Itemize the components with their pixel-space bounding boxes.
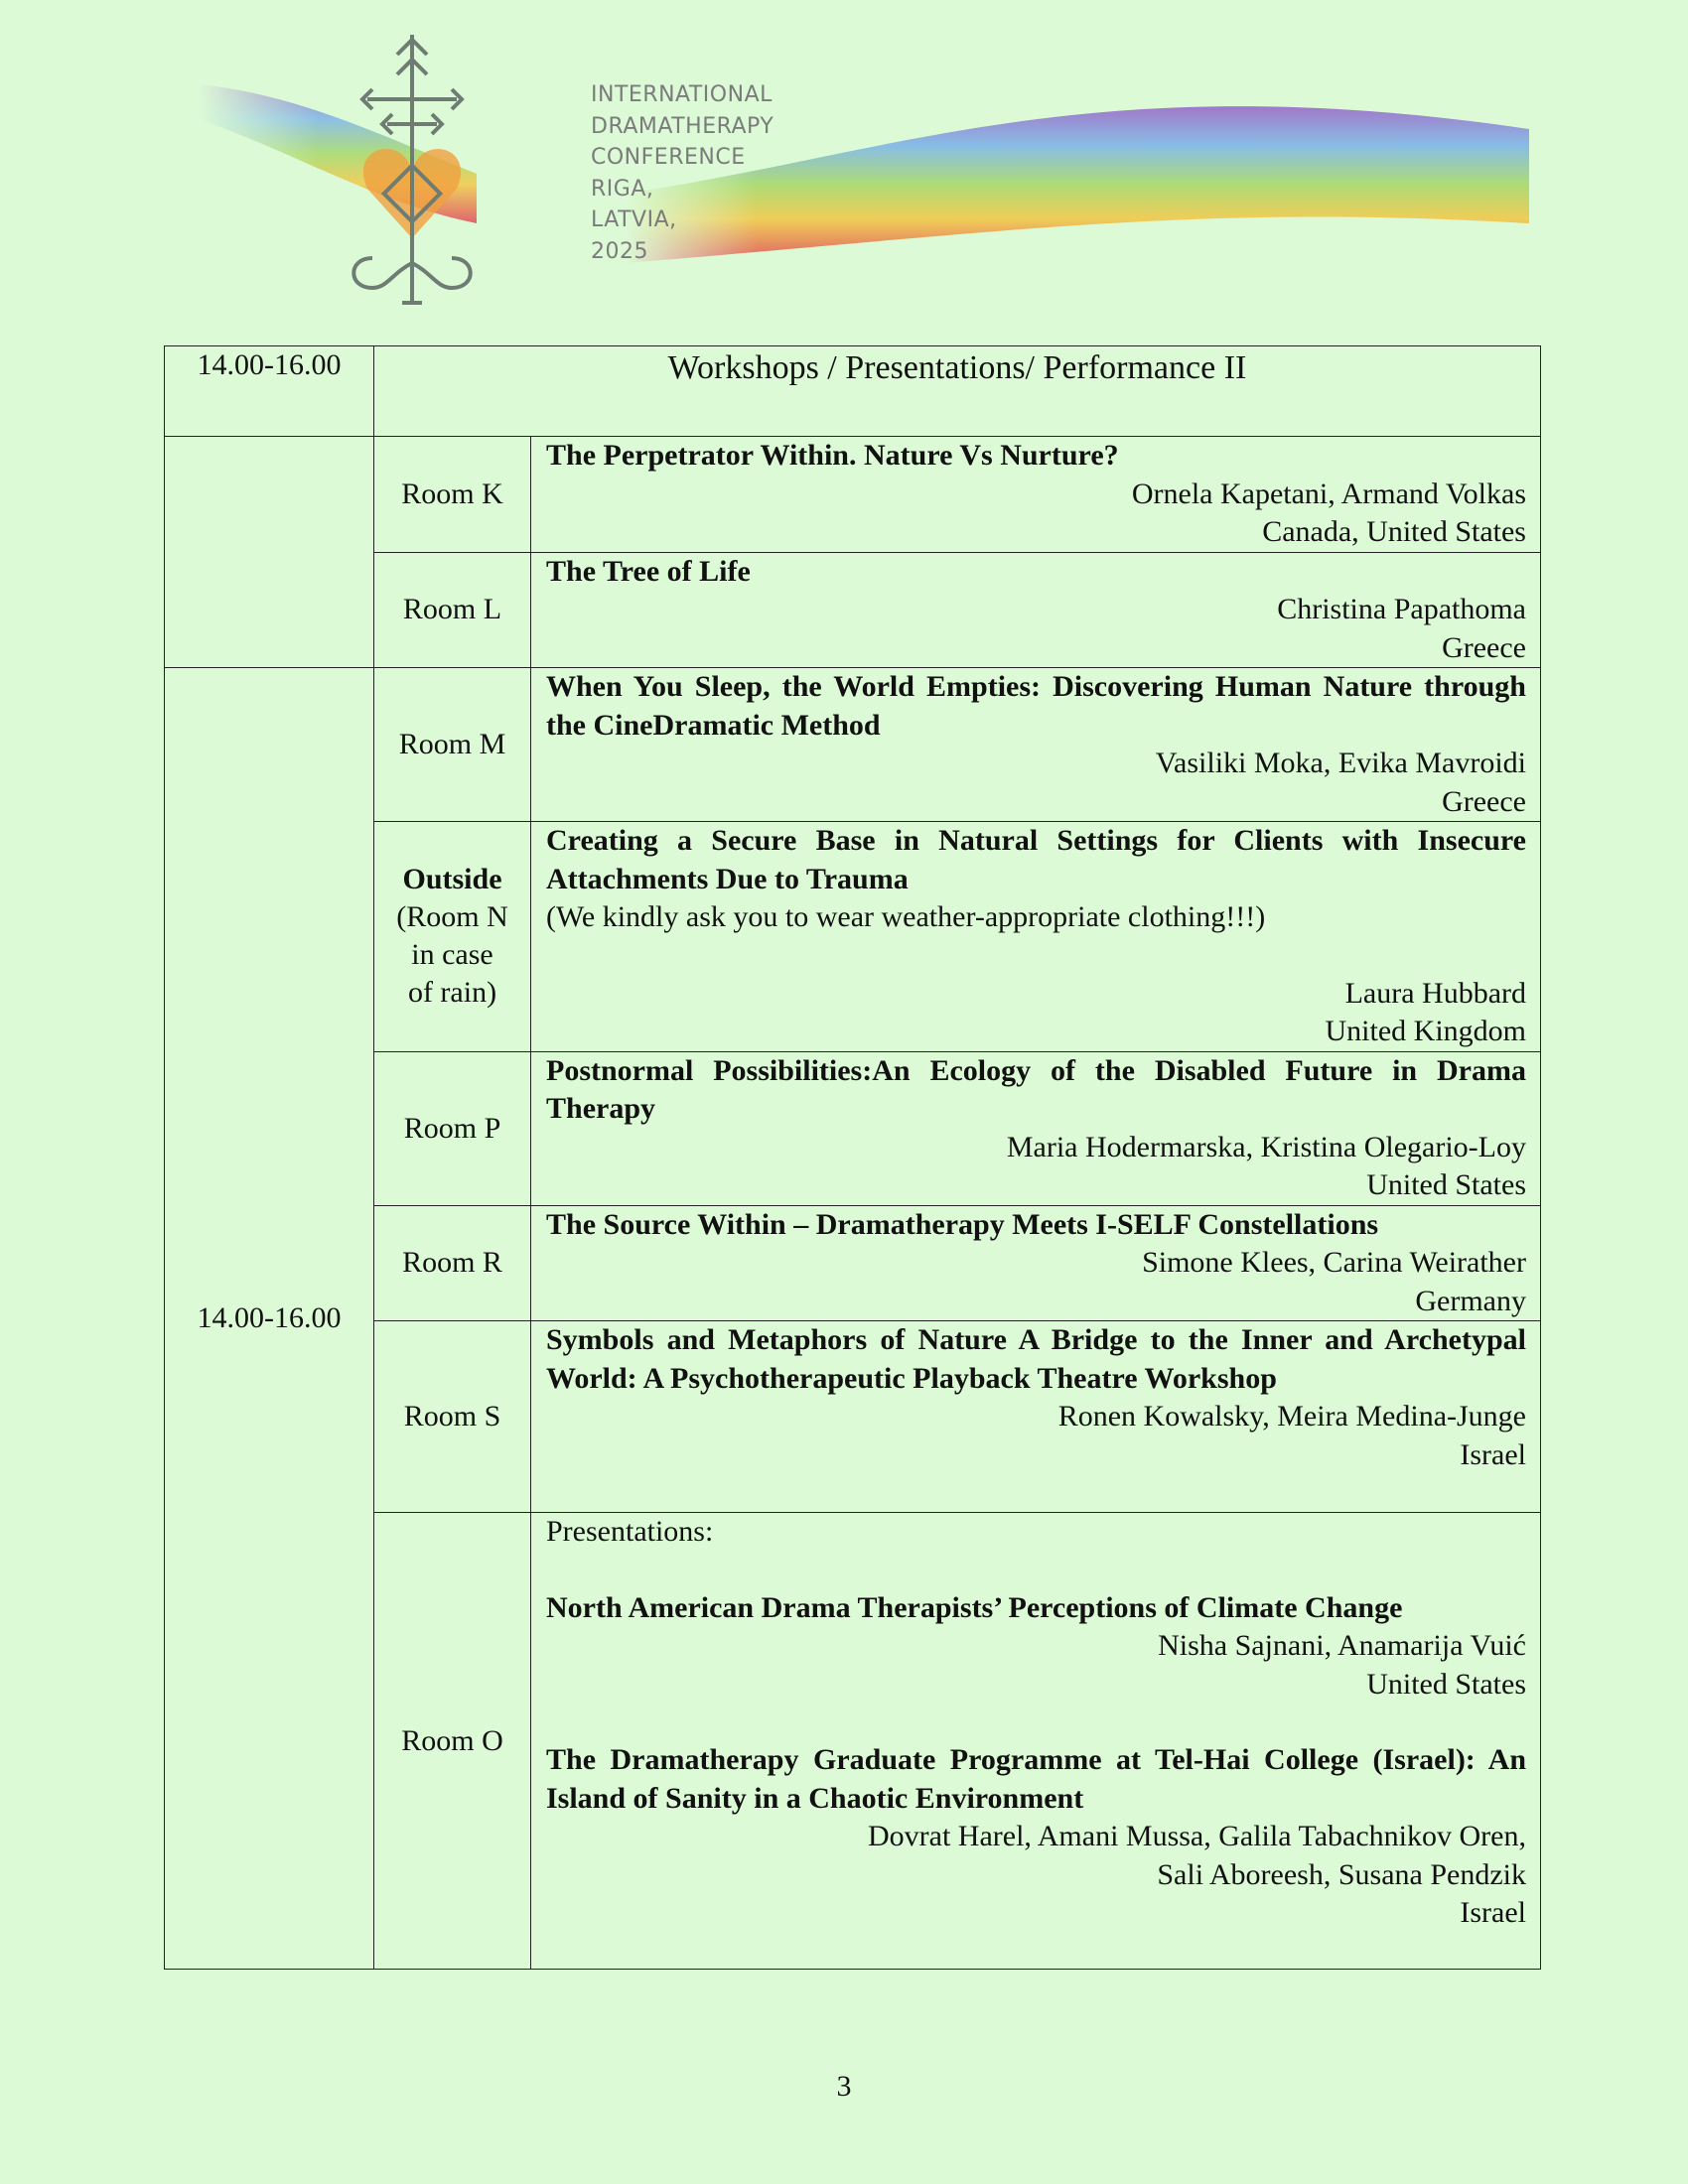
session-time: 14.00-16.00 [165,346,374,437]
room-label: Room R [374,1205,531,1321]
conference-name [591,79,774,267]
entry-country: Germany [1415,1284,1526,1317]
empty-time-cell [165,437,374,668]
entry-country: Israel [1460,1896,1526,1929]
session-entry [531,1205,1541,1321]
session-entry [531,1321,1541,1513]
entry-country: Israel [1460,1437,1526,1471]
room-note: (Room N [396,900,508,934]
presentations-label: Presentations: [546,1515,714,1548]
room-note: of rain) [407,976,497,1010]
session-entry [531,437,1541,553]
conference-name-line: LATVIA, [591,207,677,232]
schedule-table [164,345,1541,1970]
entry-presenters: Ornela Kapetani, Armand Volkas [1131,477,1526,510]
session-entry [531,552,1541,668]
entry-presenters: Sali Aboreesh, Susana Pendzik [1157,1857,1526,1891]
room-label: Room O [374,1513,531,1970]
conference-name-line: CONFERENCE [591,145,746,170]
entry-country: United States [1366,1168,1526,1201]
session-entry [531,1051,1541,1205]
conference-name-line: RIGA, [591,176,654,202]
table-row [165,668,1541,822]
session-entry [531,822,1541,1052]
entry-title: Creating a Secure Base in Natural Settings for Clients with Insecure Attachments Due to Trauma [546,824,1526,895]
block-time: 14.00-16.00 [165,668,374,1970]
room-label: Room L [374,552,531,668]
entry-presenters: Dovrat Harel, Amani Mussa, Galila Tabachnikov Oren, [867,1820,1526,1852]
session-title: Workshops / Presentations/ Performance II [374,346,1541,437]
entry-title: North American Drama Therapists’ Perceptions of Climate Change [546,1590,1403,1624]
entry-title: The Perpetrator Within. Nature Vs Nurture? [546,439,1119,472]
room-note: in case [411,938,493,972]
entry-presenters: Maria Hodermarska, Kristina Olegario-Loy [1006,1130,1526,1163]
room-label-outside: Outside [402,863,502,896]
room-label: Room M [374,668,531,822]
conference-name-line: 2025 [591,238,648,264]
entry-presenters: Simone Klees, Carina Weirather [1142,1246,1526,1279]
entry-title: The Source Within – Dramatherapy Meets I-SELF Constellations [546,1207,1379,1241]
conference-logo [199,25,1549,313]
entry-title: Postnormal Possibilities:An Ecology of the Disabled Future in Drama Therapy [546,1053,1526,1125]
entry-presenters: Ronen Kowalsky, Meira Medina-Junge [1057,1400,1526,1433]
entry-note: (We kindly ask you to wear weather-appropriate clothing!!!) [546,900,1266,933]
room-label: Room S [374,1321,531,1513]
conference-name-line: DRAMATHERAPY [591,113,774,139]
entry-title: The Dramatherapy Graduate Programme at Tel-Hai College (Israel): An Island of Sanity in a Chaotic Environment [546,1743,1526,1815]
entry-country: Greece [1442,784,1526,818]
session-header-row [165,346,1541,437]
room-label: Room P [374,1051,531,1205]
entry-title: The Tree of Life [546,554,751,588]
room-label: Room K [374,437,531,553]
entry-country: Greece [1442,630,1526,664]
conference-header [199,25,1549,313]
session-entry [531,668,1541,822]
conference-name-line: INTERNATIONAL [591,82,773,107]
entry-presenters: Nisha Sajnani, Anamarija Vuić [1158,1629,1526,1662]
entry-country: United Kingdom [1325,1015,1526,1047]
table-row [165,437,1541,553]
session-entry [531,1513,1541,1970]
entry-presenters: Vasiliki Moka, Evika Mavroidi [1155,747,1526,779]
entry-title: When You Sleep, the World Empties: Discovering Human Nature through the CineDramatic Method [546,670,1526,742]
page-number: 3 [836,2070,852,2103]
entry-country: Canada, United States [1262,515,1526,548]
entry-country: United States [1366,1667,1526,1701]
entry-presenters: Laura Hubbard [1344,976,1526,1010]
room-label [374,822,531,1052]
entry-presenters: Christina Papathoma [1277,593,1526,625]
entry-title: Symbols and Metaphors of Nature A Bridge to the Inner and Archetypal World: A Psychotherapeutic Playback Theatre Workshop [546,1323,1526,1395]
